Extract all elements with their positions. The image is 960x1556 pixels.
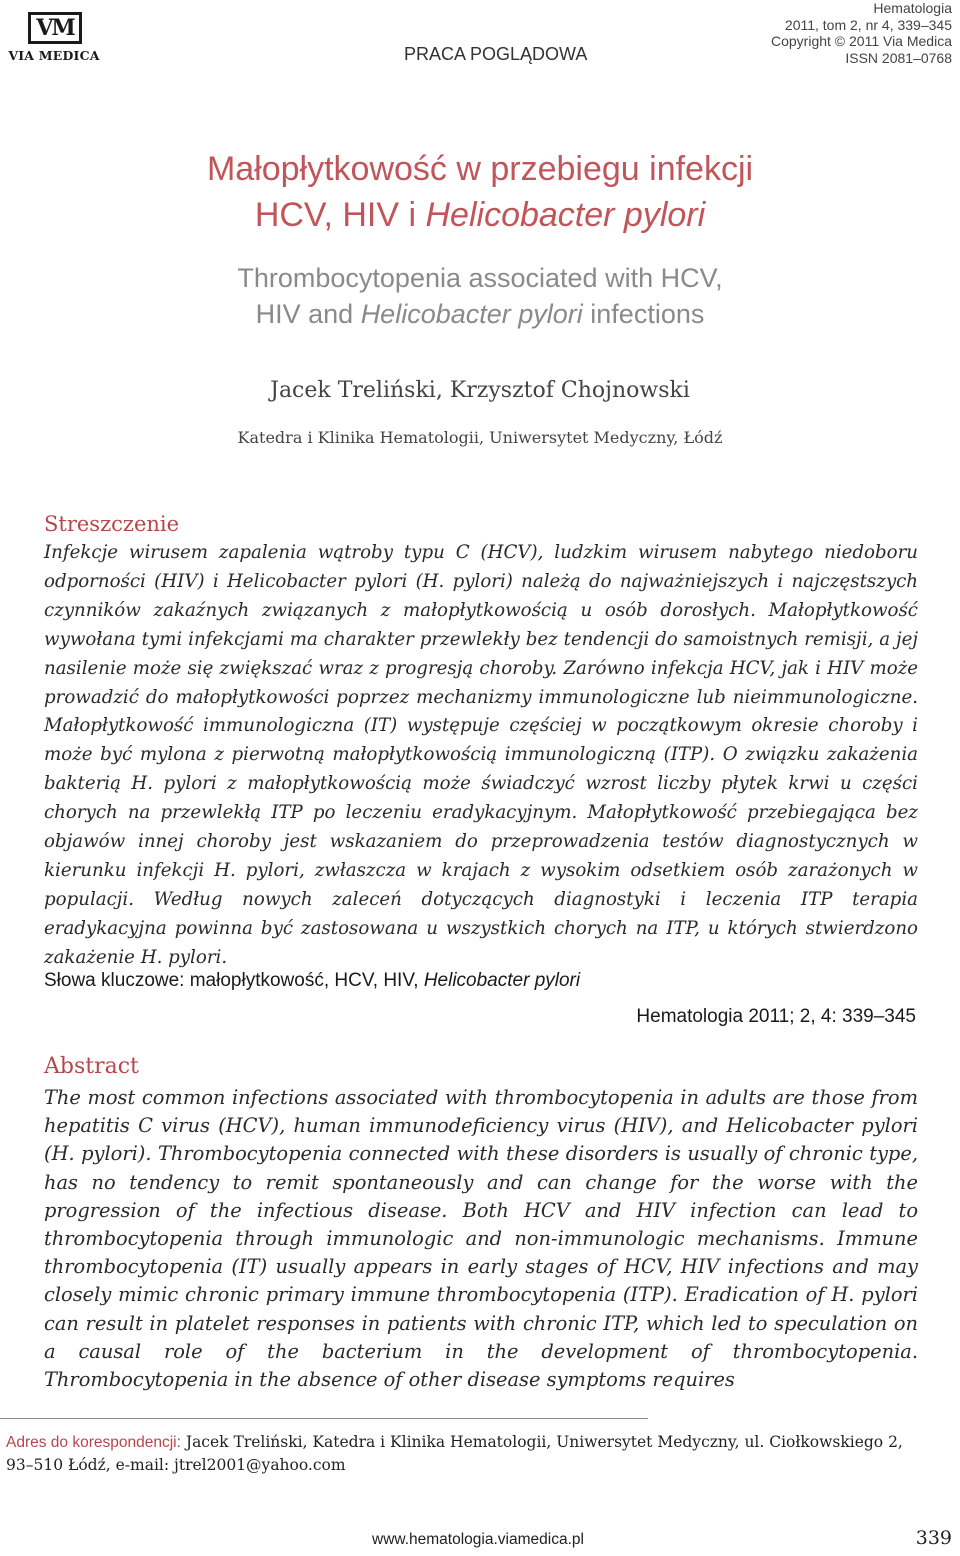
logo-text: VIA MEDICA [8, 48, 100, 63]
title-polish-line2-plain: HCV, HIV i [254, 196, 426, 234]
journal-copyright: Copyright © 2011 Via Medica [770, 33, 952, 49]
journal-volume: 2011, tom 2, nr 4, 339–345 [784, 16, 952, 33]
journal-name: Hematologia [873, 0, 952, 16]
title-polish [0, 146, 960, 238]
correspondence-label: Adres do korespondencji: [6, 1434, 181, 1451]
abstract-heading: Abstract [44, 1054, 139, 1079]
title-polish-line1: Małopłytkowość w przebiegu infekcji [206, 150, 754, 188]
streszczenie-heading: Streszczenie [44, 512, 180, 536]
keywords-values-italic: Helicobacter pylori [423, 970, 581, 991]
streszczenie-body: Infekcje wirusem zapalenia wątroby typu C (HCV), ludzkim wirusem nabytego niedoboru odporności (HIV) i Helicobacter pylori (H. pylori) należą do najważniejszych i najczęstszych czynników zakaźnych związanych z małopłytkowością u osób dorosłych. Małopłytkowość wywołana tymi infekcjami ma charakter przewlekły bez tendencji do samoistnych remisji, a jej nasilenie może się zwiększać wraz z progresją choroby. Zarówno infekcja HCV, jak i HIV może prowadzić do małopłytkowości poprzez mechanizmy immunologiczne lub nieimmunologiczne. Małopłytkowość immunologiczna (IT) występuje częściej w początkowym okresie choroby i może być mylona z pierwotną małopłytkowością immunologiczną (ITP). O związku zakażenia bakterią H. pylori z małopłytkowością może świadczyć wzrost liczby płytek krwi u części chorych na przewlekłą ITP po leczeniu eradykacyjnym. Małopłytkowość przebiegająca bez objawów innej choroby jest wskazaniem do przeprowadzenia testów diagnostycznych w kierunku infekcji H. pylori, zwłaszcza w krajach z wysokim odsetkiem osób zarażonych w populacji. Według nowych zaleceń dotyczących diagnostyki i leczenia ITP terapia eradykacyjna powinna być zastosowana u wszystkich chorych na ITP, u których stwierdzono zakażenie H. pylori. [44, 542, 918, 968]
abstract-body: The most common infections associated with thrombocytopenia in adults are those from hepatitis C virus (HCV), human immunodeficiency virus (HIV), and Helicobacter pylori (H. pylori). Thrombocytopenia connected with these disorders is usually of chronic type, has no tendency to remit spontaneously and can change for the worse with the progression of the infectious disease. Both HCV and HIV infection can lead to thrombocytopenia through immunologic and non-immunologic mechanisms. Immune thrombocytopenia (IT) usually appears in early stages of HCV, HIV infections and may closely mimic chronic primary immune thrombocytopenia (ITP). Eradication of H. pylori can result in platelet responses in patients with chronic ITP, which led to speculation on a causal role of the bacterium in the development of thrombocytopenia. Thrombocytopenia in the absence of other disease symptoms requires [44, 1086, 918, 1392]
footnote-divider [0, 1418, 648, 1419]
website-link[interactable]: www.hematologia.viamedica.pl [372, 1531, 584, 1548]
title-english-line2-italic: Helicobacter pylori [360, 299, 583, 329]
title-english-line2 [0, 296, 960, 332]
title-english-line2-plain: HIV and [255, 299, 361, 329]
citation: Hematologia 2011; 2, 4: 339–345 [636, 1006, 916, 1027]
title-polish-line2 [0, 192, 960, 238]
title-polish-line2-italic: Helicobacter pylori [425, 196, 706, 234]
keywords [44, 970, 580, 992]
title-english-line2-end: infections [582, 299, 705, 329]
authors: Jacek Treliński, Krzysztof Chojnowski [270, 378, 690, 403]
title-english-line1: Thrombocytopenia associated with HCV, [237, 263, 723, 293]
correspondence-note [6, 1431, 926, 1477]
journal-issn: ISSN 2081–0768 [845, 49, 952, 66]
title-english [0, 260, 960, 332]
via-medica-logo [6, 12, 102, 64]
logo-monogram: VM [28, 12, 82, 44]
section-label: PRACA POGLĄDOWA [404, 44, 588, 64]
keywords-label: Słowa kluczowe: [44, 970, 190, 991]
correspondence-text: Jacek Treliński, Katedra i Klinika Hematologii, Uniwersytet Medyczny, ul. Ciołkowskiego 2, 93–510 Łódź, e-mail: jtrel2001@yahoo.com [6, 1433, 903, 1474]
keywords-values: małopłytkowość, HCV, HIV, [189, 970, 424, 991]
journal-info [771, 0, 952, 66]
page-number: 339 [915, 1527, 952, 1549]
affiliation: Katedra i Klinika Hematologii, Uniwersytet Medyczny, Łódź [237, 428, 723, 447]
